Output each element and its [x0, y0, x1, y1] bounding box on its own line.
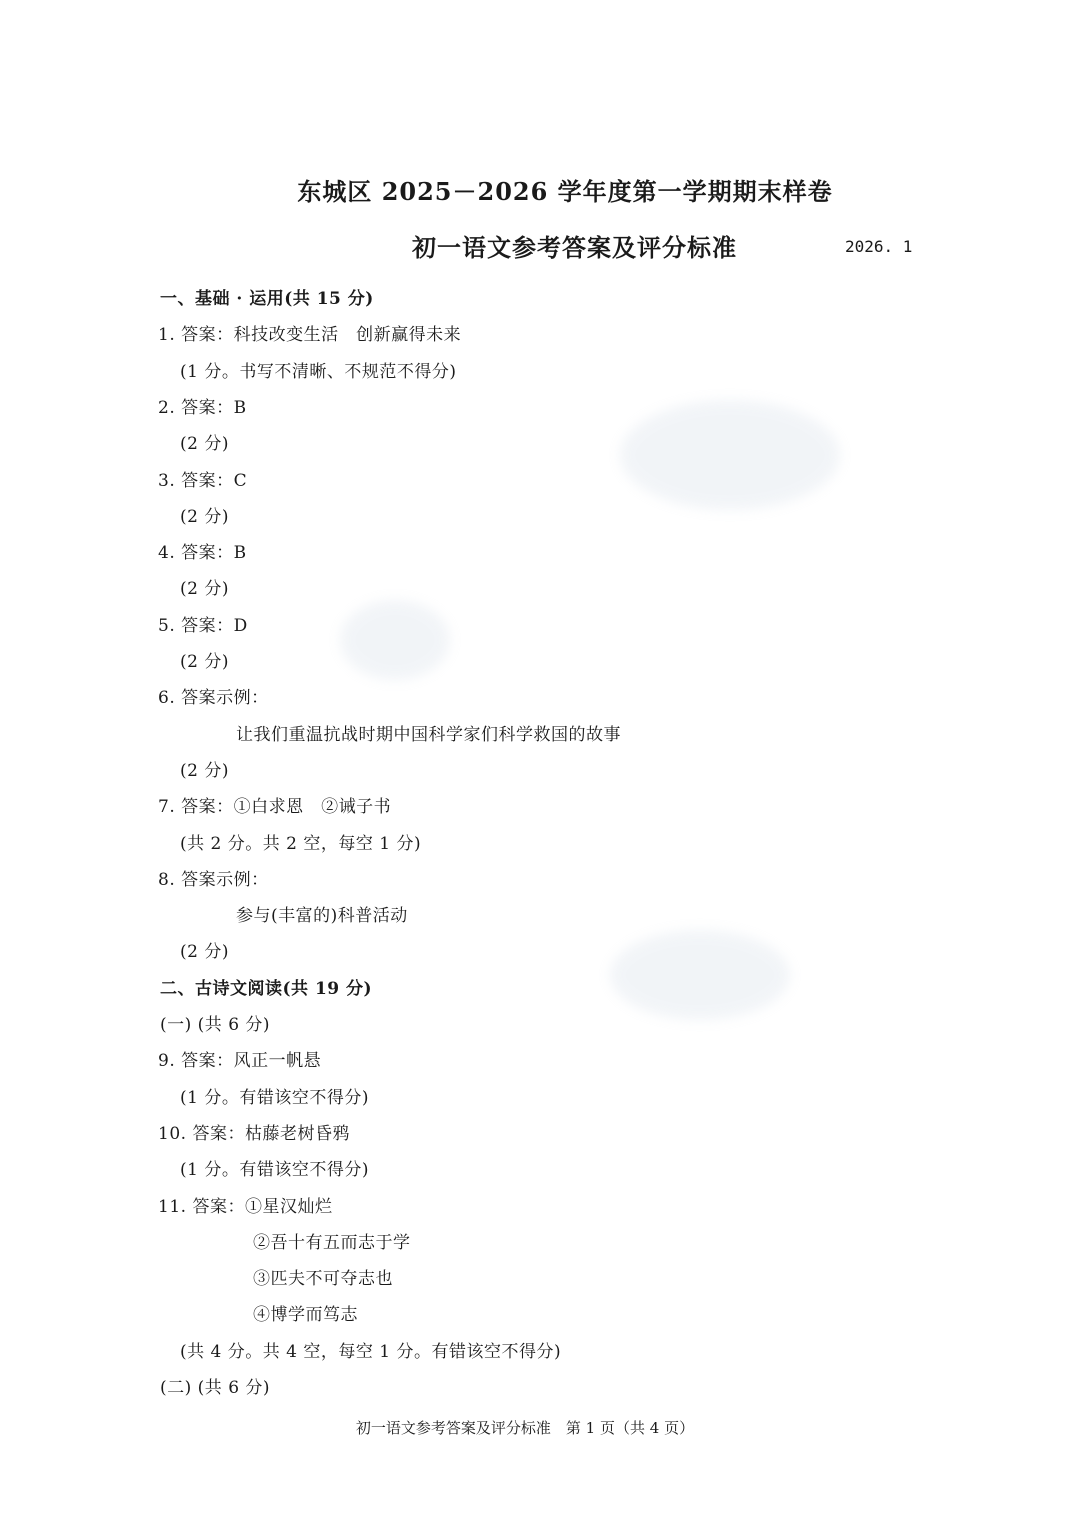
document-subtitle: 初一语文参考答案及评分标准 [412, 233, 737, 262]
subsection-heading: (一) (共 6 分) [160, 1015, 271, 1035]
scoring-note: (1 分。有错该空不得分) [180, 1087, 369, 1108]
answer-item: 8. 答案示例： [158, 869, 269, 890]
scoring-note: (1 分。有错该空不得分) [180, 1160, 369, 1181]
answer-item: 5. 答案：D [158, 615, 248, 636]
watermark-smudge [620, 400, 840, 510]
scoring-note: (2 分) [180, 579, 229, 600]
scoring-note: (共 4 分。共 4 空，每空 1 分。有错该空不得分) [180, 1341, 562, 1362]
answer-item: 9. 答案：风正一帆悬 [158, 1051, 322, 1072]
scoring-note: (共 2 分。共 2 空，每空 1 分) [180, 833, 422, 854]
scoring-note: (1 分。书写不清晰、不规范不得分) [180, 361, 457, 382]
scoring-note: (2 分) [180, 760, 229, 781]
answer-subitem: ②吾十有五而志于学 [253, 1232, 411, 1253]
answer-item: 3. 答案：C [158, 470, 248, 491]
answer-example: 让我们重温抗战时期中国科学家们科学救国的故事 [236, 724, 621, 745]
scoring-note: (2 分) [180, 942, 229, 963]
answer-item: 2. 答案：B [158, 397, 247, 418]
document-title: 东城区 2025－2026 学年度第一学期期末样卷 [297, 177, 833, 206]
watermark-smudge [610, 930, 790, 1020]
section-heading: 二、古诗文阅读(共 19 分) [160, 978, 373, 999]
answer-item: 6. 答案示例： [158, 688, 269, 709]
answer-item: 7. 答案：①白求恩 ②诫子书 [158, 797, 392, 818]
answer-subitem: ③匹夫不可夺志也 [253, 1269, 393, 1290]
document-date: 2026. 1 [845, 237, 913, 256]
answer-item: 10. 答案：枯藤老树昏鸦 [158, 1123, 350, 1144]
subsection-heading: (二) (共 6 分) [160, 1378, 271, 1398]
section-heading: 一、基础 · 运用(共 15 分) [160, 289, 374, 309]
answer-item: 1. 答案：科技改变生活 创新赢得未来 [158, 325, 462, 346]
answer-item: 11. 答案：①星汉灿烂 [158, 1196, 333, 1217]
watermark-smudge [340, 600, 450, 680]
scoring-note: (2 分) [180, 434, 229, 455]
scoring-note: (2 分) [180, 652, 229, 672]
page-footer: 初一语文参考答案及评分标准 第 1 页（共 4 页） [355, 1419, 695, 1437]
answer-item: 4. 答案：B [158, 543, 247, 564]
answer-subitem: ④博学而笃志 [253, 1305, 358, 1326]
answer-example: 参与(丰富的)科普活动 [236, 906, 408, 927]
scoring-note: (2 分) [180, 506, 229, 527]
